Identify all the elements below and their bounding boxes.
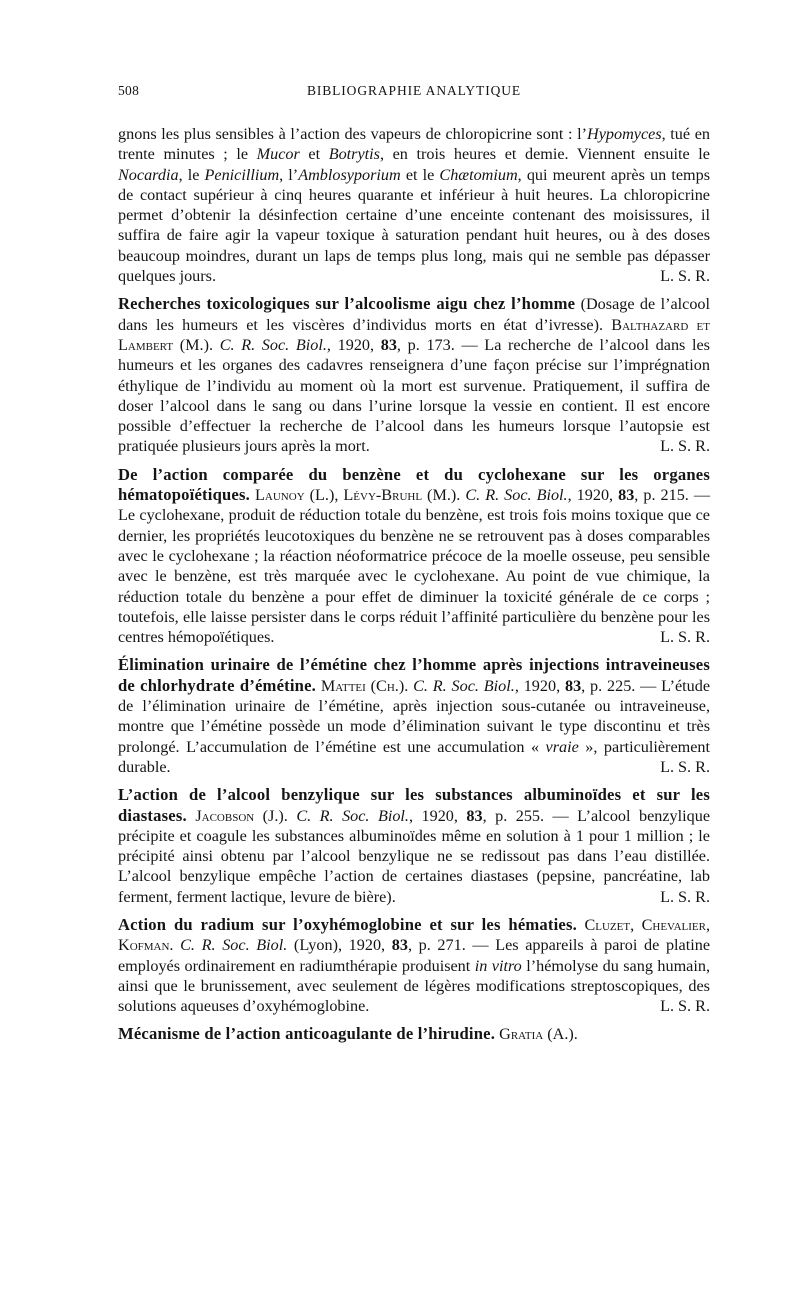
abstract-text: , le [178, 165, 205, 184]
abstract-text: , p. 255. — L’alcool benzylique précipite et coagule les substances albuminoïdes même en solution à 1 pour 1 million ; le précipité ainsi obtenu par l’alcool benzylique ne se redissout pas dans l’eau distillée. L’alcool benzylique empêche l’action de certaines diastases (pepsine, pancréatine, lab ferment, ferment lactique, levure de bière). [118, 806, 711, 906]
entry-authors: Jacobson (J.). [195, 806, 288, 825]
journal-volume: 83 [618, 486, 635, 505]
abstract-continuation [118, 124, 710, 286]
abstract-text: et [299, 145, 329, 164]
page-number: 508 [118, 83, 140, 98]
journal-volume: 83 [564, 676, 582, 695]
running-title: BIBLIOGRAPHIE ANALYTIQUE [306, 83, 522, 98]
abstract-text: , p. 215. — Le cyclohexane, produit de réduction totale du benzène, est trois fois moins toxique que ce dernier, les propriétés leucotoxiques du benzène ne se retrouvent pas à doses comparables avec le cyclohexane ; la réaction néoformatrice précoce de la moelle osseuse, peu sensible avec le benzène, est très marquée avec le cyclohexane. Au point de vue chimique, la réduction totale du benzène a pour effet de diminuer la toxicité générale de ce corps ; toutefois, elle laisse persister dans le corps réduit l’affinité particulière du benzène pour les centres hémopoïétiques. [118, 486, 711, 647]
journal-volume: 83 [466, 806, 483, 825]
entry-title: L’action de l’alcool benzylique sur les substances albuminoïdes et sur les diastases. [118, 785, 710, 825]
abstract-text: , qui meurent après un temps de contact supérieur à cinq heures quarante et inférieur à huit heures. La chloropicrine permet d’obtenir la désinfection certaine d’une enceinte contenant des moisissures, il suffira de faire agir la vapeur toxique à saturation pendant huit heures, ou à des doses beaucoup moindres, durant un laps de temps plus long, mais qui ne semble pas dépasser quelques jours. [118, 165, 710, 286]
journal-year: , 1920, [408, 806, 467, 825]
quoted-word: vraie [545, 737, 579, 756]
signature: L. S. R. [660, 628, 710, 647]
signature: L. S. R. [660, 887, 710, 906]
latin-phrase: in vitro [474, 956, 522, 975]
journal-year: , 1920, [326, 335, 381, 354]
abstract-text: , l’ [279, 165, 299, 184]
genus-name: Botrytis [328, 145, 380, 164]
genus-name: Penicillium [204, 165, 280, 184]
signature: L. S. R. [660, 757, 710, 776]
entry-title: Recherches toxicologiques sur l’alcoolisme aigu chez l’homme [118, 294, 576, 314]
signature: L. S. R. [660, 437, 710, 456]
genus-name: Hypomyces [587, 125, 662, 143]
signature: L. S. R. [660, 267, 710, 286]
bibliography-entry [118, 655, 710, 777]
abstract-text: et le [400, 165, 440, 184]
genus-name: Mucor [256, 145, 300, 164]
bibliography-entry [118, 1024, 710, 1044]
journal-name: C. R. Soc. Biol. [180, 936, 288, 955]
entry-subtitle: (Dosage de l’alcool dans les humeurs et les viscères d’individus morts en état d’ivresse). [118, 295, 711, 334]
bibliography-entry [118, 915, 710, 1016]
journal-year: , 1920, [567, 486, 619, 505]
journal-name: C. R. Soc. Biol. [465, 486, 568, 505]
bibliography-entry [118, 785, 710, 907]
entry-authors-initials: (M.). [173, 335, 220, 354]
page-header [118, 83, 710, 105]
abstract-text: », particulièrement durable. [118, 737, 710, 776]
entry-title: De l’action comparée du benzène et du cyclohexane sur les organes hématopoïétiques. [118, 464, 710, 505]
bibliography-column [118, 124, 710, 1053]
entry-title: Action du radium sur l’oxyhémoglobine et sur les hématies. [118, 914, 578, 934]
journal-volume: 83 [391, 936, 408, 955]
abstract-text: , p. 225. — L’étude de l’élimination urinaire de l’émétine, après injection sous-cutanée ou intraveineuse, montre que l’émétine possède un mode d’élimination suivant le type discontinu et très prolongé. L’accumulation de l’émétine est une accumulation « [118, 676, 711, 756]
entry-authors: Cluzet, Chevalier, Kofman. [118, 915, 710, 955]
signature: L. S. R. [660, 997, 710, 1016]
abstract-text: , tué en trente minutes ; le [118, 125, 710, 164]
bibliography-entry [118, 465, 710, 648]
entry-title: Mécanisme de l’action anticoagulante de l’hirudine. [118, 1024, 496, 1044]
genus-name: Chætomium [439, 165, 518, 184]
journal-name: C. R. Soc. Biol. [219, 335, 327, 354]
abstract-text: , p. 173. — La recherche de l’alcool dans les humeurs et les organes des cadavres renseignera d’une façon précise sur l’imprégnation éthylique de l’individu au moment où la mort est survenue. Pratiquement, il suffira de doser l’alcool dans le sang ou dans l’urine lorsque la vessie en contient. Il est encore possible d’effectuer la recherche de l’alcool dans les humeurs lorsque l’autopsie est pratiquée plusieurs jours après la mort. [118, 335, 710, 456]
journal-name: C. R. Soc. Biol. [413, 676, 515, 695]
journal-year: , 1920, [514, 676, 565, 695]
entry-authors: Mattei (Ch.). [320, 676, 409, 695]
journal-year: (Lyon), 1920, [287, 936, 392, 955]
entry-authors: Launoy (L.), Lévy-Bruhl (M.). [255, 486, 461, 505]
abstract-text: l’hémolyse du sang humain, ainsi que le brunissement, avec seulement de légères modifications streptoscopiques, des solutions aqueuses d’oxyhémoglobine. [118, 956, 710, 1016]
abstract-text: , p. 271. — Les appareils à paroi de platine employés ordinairement en radiumthérapie produisent [118, 936, 711, 975]
abstract-text: gnons les plus sensibles à l’action des vapeurs de chloropicrine sont : l’ [118, 125, 588, 143]
genus-name: Amblosyporium [298, 165, 401, 184]
journal-name: C. R. Soc. Biol. [296, 806, 409, 825]
entry-title: Élimination urinaire de l’émétine chez l’homme après injections intraveineuses de chlorhydrate d’émétine. [118, 655, 710, 695]
entry-authors: Gratia (A.). [499, 1025, 578, 1044]
bibliography-entry [118, 294, 710, 456]
genus-name: Nocardia [118, 165, 179, 184]
journal-volume: 83 [380, 335, 397, 354]
entry-authors: Balthazard et Lambert [118, 315, 710, 354]
abstract-text: , en trois heures et demie. Viennent ensuite le [379, 145, 710, 164]
